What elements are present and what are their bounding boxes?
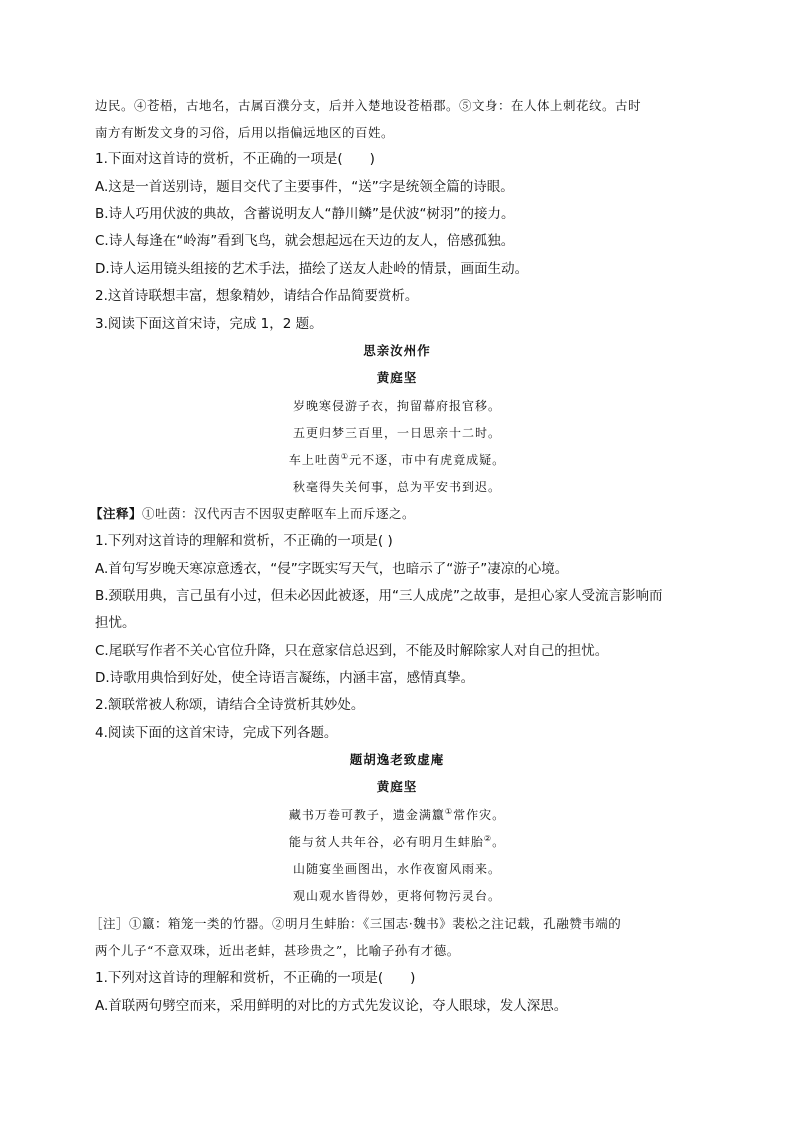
poem-author: 黄庭坚: [376, 779, 418, 794]
verse-text: 常作灾。: [453, 808, 506, 822]
footnote-mark: ②: [483, 834, 493, 843]
poem-verse: 秋毫得失关何事，总为平安书到迟。: [292, 480, 501, 494]
verse-text: 车上吐茵: [288, 453, 341, 467]
option-d: D.诗歌用典恰到好处，使全诗语言凝练，内涵丰富，感情真挚。: [95, 670, 475, 686]
poem-verse: 岁晚寒侵游子衣，拘留幕府报官移。: [292, 399, 501, 413]
poem-verse: 五更归梦三百里，一日思亲十二时。: [292, 426, 501, 440]
poem-author: 黄庭坚: [376, 370, 418, 385]
annotation: 两个儿子“不意双珠，近出老蚌，甚珍贵之”，比喻子孙有才德。: [95, 943, 460, 958]
verse-text: 藏书万卷可教子，遗金满籝: [288, 808, 445, 822]
footnote-line: 南方有断发文身的习俗，后用以指偏远地区的百姓。: [95, 125, 395, 140]
poem-verse: 观山观水皆得妙，更将何物污灵台。: [292, 889, 501, 903]
poem-title: 题胡逸老致虚庵: [349, 752, 445, 767]
option-a: A.首句写岁晚天寒凉意透衣，“侵”字既实写天气，也暗示了“游子”凄凉的心境。: [95, 561, 569, 577]
option-a: A.首联两句劈空而来，采用鲜明的对比的方式先发议论，夺人眼球，发人深思。: [95, 998, 568, 1014]
footnote-line: 边民。④苍梧，古地名，古属百濮分支，后并入楚地设苍梧郡。⑤文身：在人体上刺花纹。古时: [95, 98, 642, 113]
option-a: A.这是一首送别诗，题目交代了主要事件，“送”字是统领全篇的诗眼。: [95, 179, 514, 195]
annotation-label: 【注释】: [90, 506, 143, 521]
section-intro: 4.阅读下面的这首宋诗，完成下列各题。: [95, 725, 338, 741]
poem-verse: [0, 832, 794, 852]
question-stem: 1.下面对这首诗的赏析，不正确的一项是( ): [95, 151, 375, 167]
question-2: 2.颔联常被人称颂，请结合全诗赏析其妙处。: [95, 697, 365, 713]
verse-text: 。: [492, 835, 506, 849]
poem-verse: 山随宴坐画图出，水作夜窗风雨来。: [292, 862, 501, 876]
question-stem: 1.下列对这首诗的理解和赏析，不正确的一项是( ): [95, 533, 393, 549]
question-2: 2.这首诗联想丰富，想象精妙，请结合作品简要赏析。: [95, 288, 419, 304]
question-stem: 1.下列对这首诗的理解和赏析，不正确的一项是( ): [95, 970, 416, 986]
option-c: C.尾联写作者不关心官位升降，只在意家信总迟到，不能及时解除家人对自己的担忧。: [95, 643, 609, 659]
option-b: B.诗人巧用伏波的典故，含蓄说明友人“静川鳞”是伏波“树羽”的接力。: [95, 206, 515, 222]
annotation: [90, 504, 415, 524]
option-d: D.诗人运用镜头组接的艺术手法，描绘了送友人赴岭的情景，画面生动。: [95, 261, 529, 277]
footnote-mark: ①: [444, 807, 454, 816]
poem-verse: [0, 805, 794, 825]
option-b-continued: 担忧。: [95, 615, 136, 631]
option-c: C.诗人每逢在“岭海”看到飞鸟，就会想起远在天边的友人，倍感孤独。: [95, 233, 515, 249]
poem-title: 思亲汝州作: [363, 343, 431, 358]
footnote-mark: ①: [340, 452, 350, 461]
poem-verse: [0, 450, 794, 470]
annotation-text: ①吐茵：汉代丙吉不因驭吏醉呕车上而斥逐之。: [142, 506, 416, 521]
section-intro: 3.阅读下面这首宋诗，完成 1，2 题。: [95, 316, 323, 332]
verse-text: 能与贫人共年谷，必有明月生蚌胎: [288, 835, 484, 849]
verse-text: 元不逐，市中有虎竟成疑。: [349, 453, 506, 467]
annotation: ［注］①籝：箱笼一类的竹器。②明月生蚌胎：《三国志·魏书》裴松之注记载，孔融赞韦端的: [90, 916, 622, 931]
option-b: B.颈联用典，言己虽有小过，但未必因此被逐，用“三人成虎”之故事，是担心家人受流言影响而: [95, 588, 663, 604]
